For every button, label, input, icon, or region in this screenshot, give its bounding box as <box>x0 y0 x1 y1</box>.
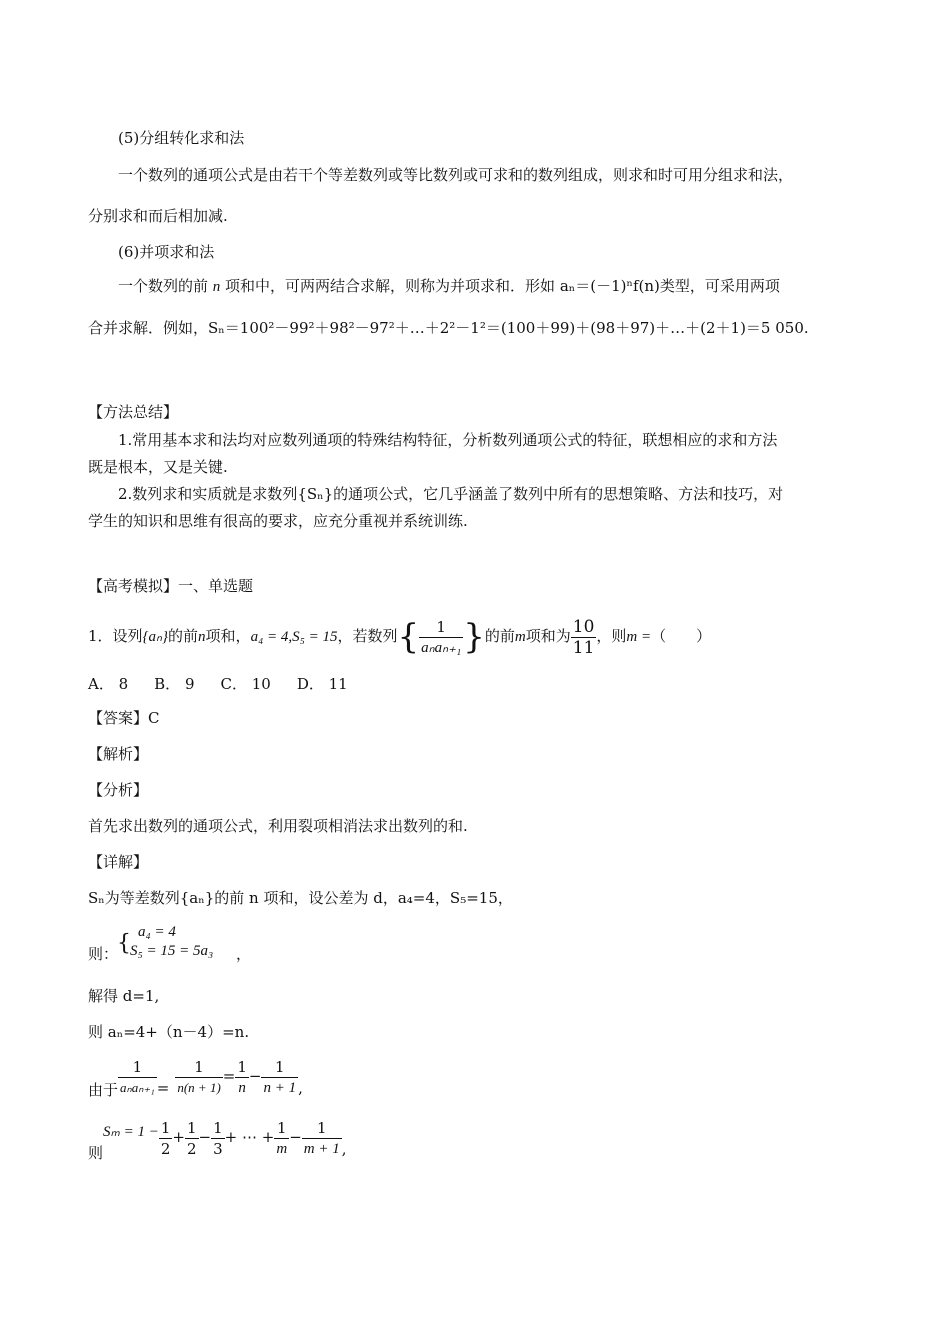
jiexi-heading: 【解析】 <box>88 745 149 763</box>
s5-fraction-4 <box>261 1057 298 1098</box>
s5-fraction-3 <box>235 1057 249 1098</box>
q1-fraction <box>419 617 463 658</box>
summary-item-1-line-1: 1.常用基本求和法均对应数列通项的特殊结构特征，分析数列通项公式的特征，联想相应的求和方法 <box>118 431 778 449</box>
s6-fraction-1 <box>159 1118 173 1159</box>
s6-minus: − <box>198 1128 212 1146</box>
q1-seq-term: aₙ <box>148 629 163 645</box>
s6-fraction-2-den: 2 <box>186 1139 197 1158</box>
section-5-paragraph-line-1: 一个数列的通项公式是由若干个等差数列或等比数列或可求和的数列组成，则求和时可用分组求和法， <box>118 166 794 184</box>
system-equation-1: a₄ = 4 <box>138 924 176 940</box>
q1-condition: a₄ = 4,S₅ = 15 <box>250 629 338 645</box>
left-brace: { <box>397 617 420 657</box>
s6-fraction-4 <box>274 1118 289 1159</box>
q1-sequence: {aₙ} <box>142 629 169 645</box>
option-c: C． 10 <box>220 675 271 693</box>
s6-sm: Sₘ = 1 − <box>103 1124 159 1140</box>
q1-value-fraction <box>571 617 597 658</box>
option-a: A． 8 <box>88 675 129 693</box>
q1-m-query: m = <box>626 629 652 645</box>
s6-prefix: 则 <box>88 1144 104 1162</box>
s5-fraction-4-num: 1 <box>275 1057 285 1076</box>
s5-fraction-1 <box>118 1057 157 1098</box>
section-6-text: 一个数列的前 <box>118 277 213 295</box>
q1-text: 项和， <box>205 627 251 645</box>
s5-fraction-2 <box>175 1057 222 1098</box>
solution-line-4: 则 aₙ=4+（n－4）=n. <box>88 1023 250 1041</box>
solution-line-5 <box>88 1054 303 1112</box>
q1-fraction-numerator: 1 <box>436 617 446 636</box>
section-6-text: 合并求解．例如， <box>88 319 209 337</box>
section-5-paragraph-line-2: 分别求和而后相加减. <box>88 207 228 225</box>
s5-suffix: , <box>298 1079 303 1097</box>
system-brace: { <box>117 931 131 956</box>
s6-fraction-5 <box>302 1118 342 1159</box>
summary-title: 【方法总结】 <box>88 403 179 421</box>
s5-fraction-1-num: 1 <box>132 1057 143 1076</box>
q1-text: 1．设列 <box>88 627 143 645</box>
summary-item-2-line-2: 学生的知识和思维有很高的要求，应充分重视并系统训练. <box>88 512 468 530</box>
section-6-formula: aₙ＝(－1)ⁿf(n) <box>559 277 660 295</box>
s6-fraction-2-num: 1 <box>186 1118 197 1137</box>
q1-text: 的前 <box>168 627 199 645</box>
s5-fraction-1-den: aₙaₙ₊₁ <box>118 1077 157 1098</box>
q1-fraction-denominator: aₙaₙ₊₁ <box>419 637 463 658</box>
s6-minus2: − <box>289 1128 302 1146</box>
option-d: D． 11 <box>296 675 348 693</box>
system-equation-2: S₅ = 15 = 5a₃ <box>130 943 214 959</box>
section-6-text: 类型，可采用两项 <box>659 277 780 295</box>
summary-item-1-line-2: 既是根本，又是关键. <box>88 458 228 476</box>
section-6-n: n <box>212 279 221 295</box>
option-b: B． 9 <box>154 675 195 693</box>
s6-plus: + <box>172 1128 185 1146</box>
exam-title: 【高考模拟】一、单选题 <box>88 577 254 595</box>
s5-minus: − <box>248 1067 262 1085</box>
s5-fraction-3-den: n <box>235 1077 249 1098</box>
section-6-example-formula: Sₙ＝100²－99²＋98²－97²＋…＋2²－1²＝(100＋99)＋(98＋97)＋…＋(2＋1)＝5 050. <box>208 319 809 337</box>
q1-text: （ ） <box>651 627 712 645</box>
s6-fraction-3-num: 1 <box>213 1118 223 1137</box>
q1-text: ，则 <box>596 627 627 645</box>
s5-fraction-4-den: n + 1 <box>261 1077 298 1098</box>
solution-line-6 <box>88 1110 347 1175</box>
solution-line-1: Sₙ为等差数列{aₙ}的前 n 项和，设公差为 d，a₄=4，S₅=15， <box>88 889 513 907</box>
q1-value-denominator: 11 <box>572 637 595 658</box>
section-6-heading: (6)并项求和法 <box>118 243 215 261</box>
s6-fraction-3-den: 3 <box>213 1139 223 1158</box>
q1-n: n <box>198 629 206 645</box>
s6-dots: + ⋯ + <box>224 1128 275 1146</box>
s6-fraction-3 <box>211 1118 225 1159</box>
s5-eq: = <box>156 1079 170 1097</box>
s6-fraction-1-den: 2 <box>160 1139 171 1158</box>
xiangjie-heading: 【详解】 <box>88 853 149 871</box>
s6-fraction-4-den: m <box>274 1138 289 1159</box>
s5-eq2: = <box>222 1067 236 1085</box>
s6-fraction-5-den: m + 1 <box>302 1138 342 1159</box>
q1-text: 项和为 <box>525 627 571 645</box>
s6-fraction-4-num: 1 <box>276 1118 287 1137</box>
section-5-heading: (5)分组转化求和法 <box>118 129 245 147</box>
s5-fraction-2-den: n(n + 1) <box>175 1077 222 1098</box>
solution-line-3: 解得 d=1, <box>88 987 160 1005</box>
s5-fraction-3-num: 1 <box>237 1057 247 1076</box>
section-6-paragraph-line-1 <box>118 276 780 297</box>
s6-fraction-1-num: 1 <box>160 1118 171 1137</box>
fenxi-heading: 【分析】 <box>88 781 149 799</box>
s6-fraction-2 <box>185 1118 199 1159</box>
solution-system-suffix: ， <box>236 945 252 963</box>
q1-text: 的前 <box>484 627 515 645</box>
q1-value-numerator: 10 <box>572 616 595 637</box>
fenxi-text: 首先求出数列的通项公式，利用裂项相消法求出数列的和. <box>88 817 468 835</box>
q1-m: m <box>514 629 526 645</box>
s6-suffix: , <box>341 1140 347 1158</box>
right-brace: } <box>463 617 485 657</box>
section-6-text: 项和中，可两两结合求解，则称为并项求和．形如 <box>220 277 560 295</box>
section-6-paragraph-line-2 <box>88 318 809 338</box>
summary-item-2-line-1: 2.数列求和实质就是求数列{Sₙ}的通项公式，它几乎涵盖了数列中所有的思想策略、方法和技巧，对 <box>118 485 784 503</box>
s6-fraction-5-num: 1 <box>316 1118 327 1137</box>
question-1 <box>88 612 711 661</box>
q1-text: ，若数列 <box>337 627 398 645</box>
solution-system-prefix: 则： <box>88 945 119 963</box>
s5-prefix: 由于 <box>88 1081 119 1099</box>
s5-fraction-2-num: 1 <box>194 1057 204 1076</box>
answer: 【答案】C <box>88 709 160 727</box>
q1-options <box>88 674 348 694</box>
